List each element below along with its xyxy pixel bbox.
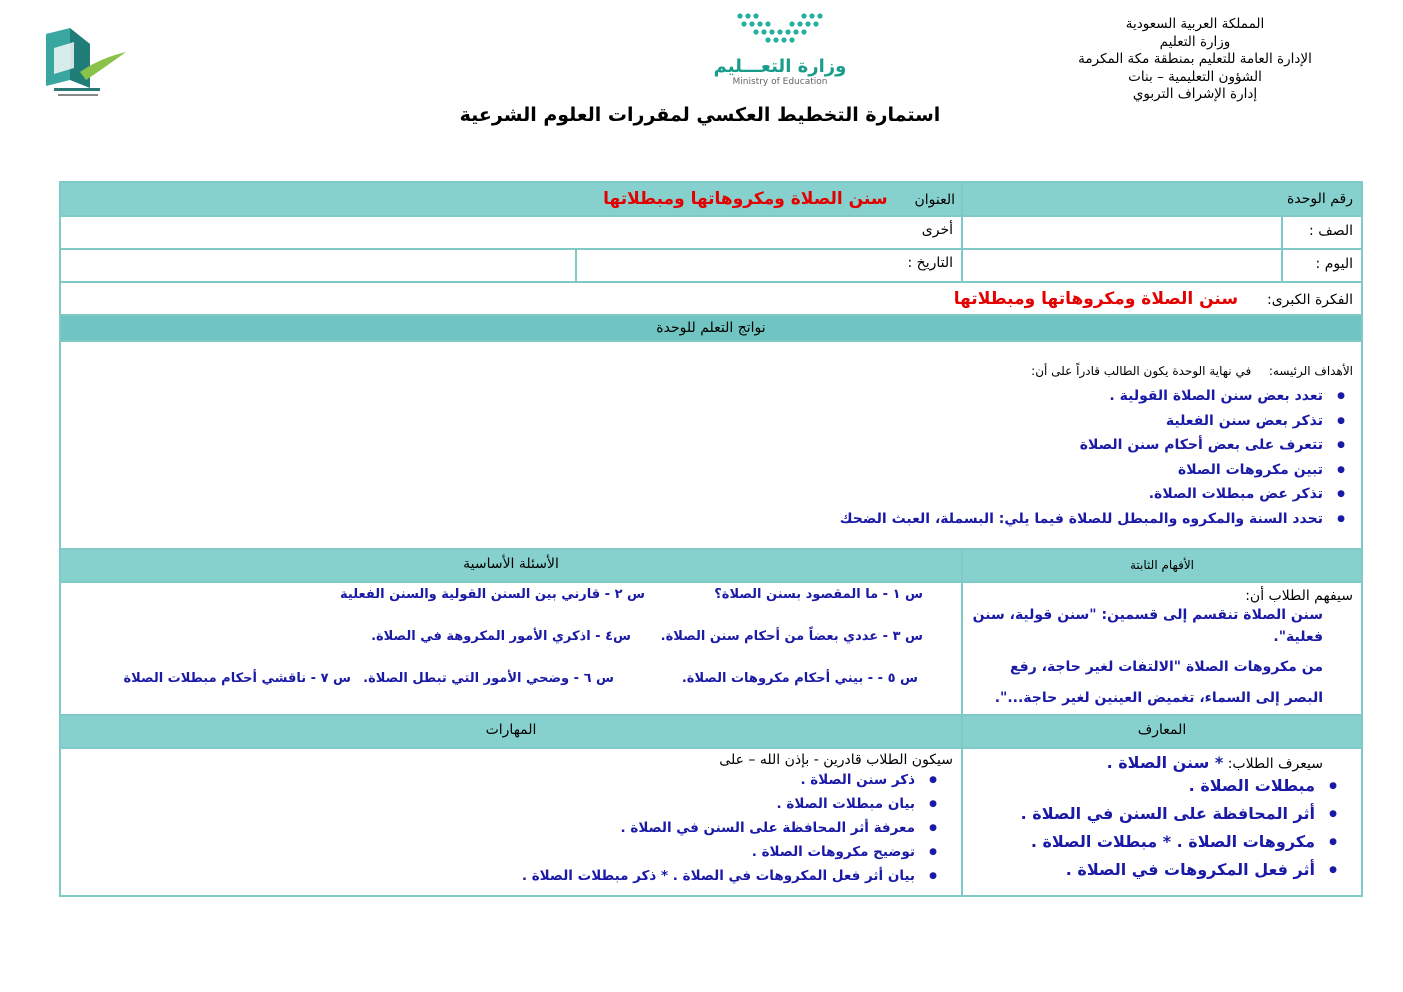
questions-header [60, 549, 962, 582]
big-idea-label: الفكرة الكبرى: [1267, 292, 1353, 308]
understandings-body [962, 582, 1362, 715]
left-logo [40, 28, 132, 108]
org-line: إدارة الإشراف التربوي [1132, 86, 1258, 102]
understandings-header-text: الأفهام الثابتة [1129, 558, 1194, 572]
understandings-header [962, 549, 1362, 582]
planning-table [59, 181, 1363, 897]
knowledge-intro [971, 753, 1353, 772]
list-item: ● معرفة أثر المحافظة على السنن في الصلاة . [69, 816, 915, 840]
question-item: س ٦ - وضحي الأمور التي تبطل الصلاة. [363, 671, 614, 686]
understanding-line: من مكروهات الصلاة "الالتفات لغير حاجة، رفع البصر إلى السماء، تغميض العينين لغير حاجة...". [994, 659, 1323, 706]
grade-value-cell[interactable] [962, 216, 1282, 249]
org-header [1025, 16, 1365, 104]
outcomes-header-text: نواتج التعلم للوحدة [656, 320, 766, 336]
skills-intro: سيكون الطلاب قادرين - بإذن الله – على [719, 752, 953, 768]
other-cell [60, 216, 962, 249]
list-item: ● ذكر سنن الصلاة . [69, 768, 915, 792]
outcomes-body [60, 341, 1362, 549]
org-line: الإدارة العامة للتعليم بمنطقة مكة المكرمة [1078, 51, 1312, 67]
date-label: التاريخ : [907, 255, 953, 271]
question-item: س ١ - ما المقصود بسنن الصلاة؟ [714, 587, 923, 602]
knowledge-intro-item: * سنن الصلاة . [1106, 753, 1224, 772]
skills-list [69, 768, 953, 888]
big-idea-value: سنن الصلاة ومكروهاتها ومبطلاتها [953, 289, 1239, 309]
list-item: ● مبطلات الصلاة . [971, 772, 1315, 800]
list-item: ● تذكر عض مبطلات الصلاة. [69, 482, 1323, 507]
day-label: اليوم : [1315, 256, 1353, 272]
title-value: سنن الصلاة ومكروهاتها ومبطلاتها [603, 189, 888, 209]
knowledge-header-text: المعارف [1137, 722, 1187, 738]
list-item: ● مكروهات الصلاة . * مبطلات الصلاة . [971, 828, 1315, 856]
knowledge-list [971, 772, 1353, 884]
title-cell [60, 182, 962, 216]
skills-header [60, 715, 962, 748]
big-idea-cell [60, 282, 1362, 315]
list-item: ● بيان أثر فعل المكروهات في الصلاة . * ذكر مبطلات الصلاة . [69, 864, 915, 888]
grade-label-cell [1282, 216, 1362, 249]
questions-header-text: الأسئلة الأساسية [463, 556, 559, 572]
knowledge-header [962, 715, 1362, 748]
ministry-name-en: Ministry of Education [732, 77, 828, 87]
form-title: استمارة التخطيط العكسي لمقررات العلوم الشرعية [459, 104, 941, 126]
question-item: س ٣ - عددي بعضاً من أحكام سنن الصلاة. [660, 629, 923, 644]
question-item: س٤ - اذكري الأمور المكروهة في الصلاة. [371, 629, 631, 644]
unit-number-cell [962, 182, 1362, 216]
org-line: المملكة العربية السعودية [1125, 16, 1265, 32]
skills-body [60, 748, 962, 896]
outcomes-header [60, 315, 1362, 341]
grade-label: الصف : [1309, 223, 1353, 239]
understandings-intro: سيفهم الطلاب أن: [1245, 588, 1353, 604]
question-item: س ٧ - ناقشي أحكام مبطلات الصلاة [123, 671, 351, 686]
list-item: ● تبين مكروهات الصلاة [69, 458, 1323, 483]
ministry-logo [690, 10, 870, 102]
outcomes-list [69, 384, 1353, 531]
date-label-cell [576, 249, 962, 282]
day-value-cell[interactable] [962, 249, 1282, 282]
knowledge-intro-label: سيعرف الطلاب: [1227, 756, 1323, 772]
knowledge-body [962, 748, 1362, 896]
outcomes-intro-text: في نهاية الوحدة يكون الطالب قادراً على أن: [1031, 364, 1252, 378]
outcomes-intro-label: الأهداف الرئيسه: [1268, 364, 1353, 378]
other-label: أخرى [921, 222, 953, 238]
question-item: س ٥ - - بيني أحكام مكروهات الصلاة. [681, 671, 918, 686]
ministry-name-ar: وزارة التعـــليم [713, 56, 847, 77]
title-label: العنوان [914, 192, 955, 208]
skills-header-text: المهارات [485, 722, 537, 738]
day-label-cell [1282, 249, 1362, 282]
list-item: ● توضيح مكروهات الصلاة . [69, 840, 915, 864]
list-item: ● أثر المحافظة على السنن في الصلاة . [971, 800, 1315, 828]
org-line: وزارة التعليم [1159, 33, 1231, 50]
outcomes-intro [69, 364, 1353, 378]
questions-body [60, 582, 962, 715]
understandings-text [971, 604, 1353, 714]
understanding-line: سنن الصلاة تنقسم إلى قسمين: "سنن قولية، سنن فعلية". [972, 607, 1323, 645]
list-item: ● أثر فعل المكروهات في الصلاة . [971, 856, 1315, 884]
question-item: س ٢ - قارني بين السنن القولية والسنن الفعلية [340, 587, 645, 602]
list-item: ● تحدد السنة والمكروه والمبطل للصلاة فيما يلي: البسملة، العبث الضحك [69, 507, 1323, 532]
ministry-dots-icon [730, 10, 830, 50]
school-logo-icon [40, 28, 132, 108]
list-item: ● تتعرف على بعض أحكام سنن الصلاة [69, 433, 1323, 458]
date-value-cell[interactable] [60, 249, 576, 282]
unit-number-label: رقم الوحدة [1287, 191, 1353, 207]
list-item: ● تعدد بعض سنن الصلاة القولية . [69, 384, 1323, 409]
org-line: الشؤون التعليمية – بنات [1128, 68, 1262, 85]
list-item: ● تذكر بعض سنن الفعلية [69, 409, 1323, 434]
list-item: ● بيان مبطلات الصلاة . [69, 792, 915, 816]
